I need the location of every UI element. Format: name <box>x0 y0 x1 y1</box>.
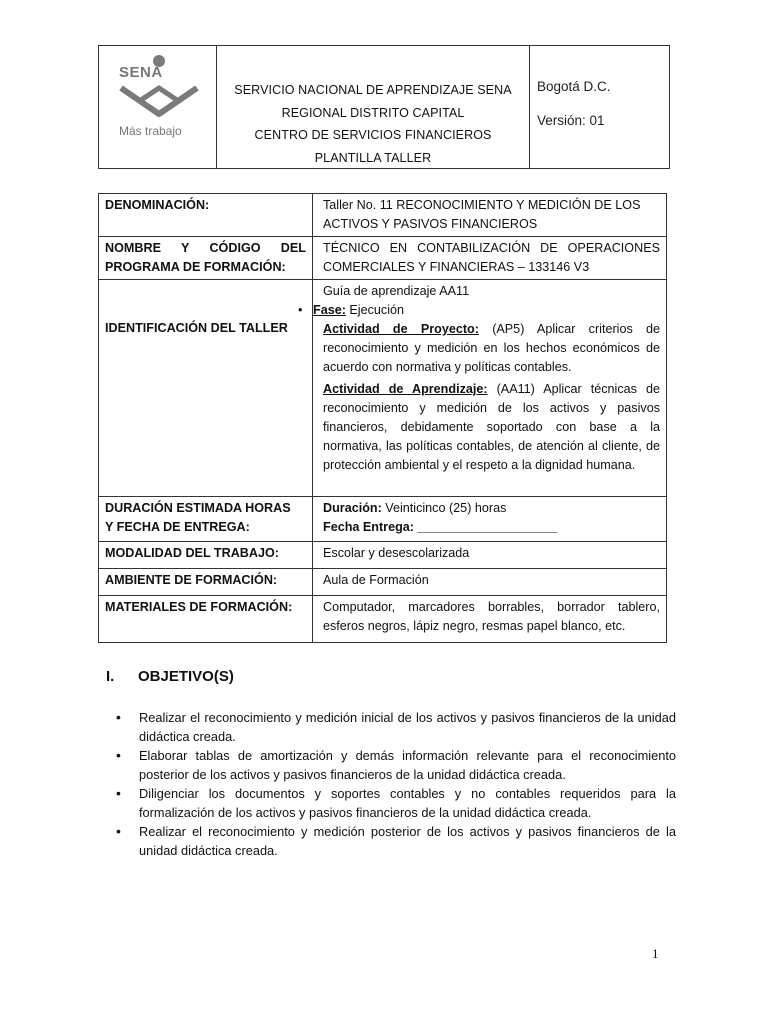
value-materiales: Computador, marcadores borrables, borrador tablero, esferos negros, lápiz negro, resmas papel blanco, etc. <box>323 600 660 633</box>
document-header <box>98 45 670 169</box>
header-version: Versión: 01 <box>537 113 605 128</box>
fecha-label: Fecha Entrega: <box>323 520 414 534</box>
fecha-line <box>323 518 660 537</box>
value-duracion <box>313 497 667 542</box>
label-denominacion: DENOMINACIÓN: <box>99 194 313 237</box>
value-ambiente: Aula de Formación <box>313 569 667 596</box>
fecha-value: ____________________ <box>413 520 558 534</box>
duracion-line <box>323 499 660 518</box>
duracion-value: Veinticinco (25) horas <box>381 501 507 515</box>
row-denominacion <box>99 194 667 237</box>
actividad-proyecto-label: Actividad de Proyecto: <box>323 322 479 336</box>
row-materiales <box>99 596 667 643</box>
fase-label: Fase: <box>313 303 346 317</box>
row-ambiente <box>99 569 667 596</box>
label-duracion-line1: DURACIÓN ESTIMADA HORAS <box>105 501 291 515</box>
logo-brand-text: SENA <box>119 64 163 81</box>
label-duracion <box>99 497 313 542</box>
header-line-institution: SERVICIO NACIONAL DE APRENDIZAJE SENA <box>234 83 512 97</box>
header-title-block <box>217 46 530 168</box>
fase-value: Ejecución <box>345 303 405 317</box>
label-duracion-line2: Y FECHA DE ENTREGA: <box>105 520 250 534</box>
label-programa-line2: PROGRAMA DE FORMACIÓN: <box>105 260 286 274</box>
logo-tagline: Más trabajo <box>119 124 182 138</box>
row-modalidad <box>99 542 667 569</box>
label-materiales: MATERIALES DE FORMACIÓN: <box>99 596 313 643</box>
label-identificacion <box>99 280 313 497</box>
guia-text: Guía de aprendizaje AA11 <box>323 284 470 298</box>
page-number: 1 <box>652 946 659 961</box>
actividad-proyecto-value: (AP5) Aplicar criterios de reconocimiento y medición en los hechos económicos de acuerdo con normativa y políticas contables. <box>323 322 660 374</box>
actividad-aprendizaje-value: (AA11) Aplicar técnicas de reconocimiento y medición de los activos y pasivos financieros, debidamente soportado con base a la normativa, las políticas contables, de atención al cliente, de protección ambiental y el respeto a la dignidad humana. <box>323 382 660 472</box>
section-heading <box>106 668 234 685</box>
objectives-list <box>114 708 676 860</box>
value-programa: TÉCNICO EN CONTABILIZACIÓN DE OPERACIONES COMERCIALES Y FINANCIERAS – 133146 V3 <box>313 237 667 280</box>
sena-logo <box>99 46 217 168</box>
row-identificacion <box>99 280 667 497</box>
actividad-proyecto <box>323 320 660 377</box>
label-identificacion-text: IDENTIFICACIÓN DEL TALLER <box>105 321 288 335</box>
value-modalidad: Escolar y desescolarizada <box>313 542 667 569</box>
fase-line <box>298 301 660 320</box>
header-meta <box>530 46 669 168</box>
section-title: OBJETIVO(S) <box>138 668 234 685</box>
value-denominacion: Taller No. 11 RECONOCIMIENTO Y MEDICIÓN DE LOS ACTIVOS Y PASIVOS FINANCIEROS <box>313 194 667 237</box>
header-line-plantilla: PLANTILLA TALLER <box>314 150 432 165</box>
value-identificacion <box>298 280 667 497</box>
row-programa <box>99 237 667 280</box>
actividad-aprendizaje <box>323 380 660 475</box>
value-materiales-cell <box>313 596 667 643</box>
objective-item: • Elaborar tablas de amortización y demás información relevante para el reconocimiento posterior de los activos y pasivos financieros de la unidad didáctica creada. <box>114 746 676 784</box>
section-number: I. <box>106 668 115 685</box>
taller-info-table <box>98 193 667 643</box>
label-programa-line1: NOMBRE Y CÓDIGO DEL <box>105 241 306 255</box>
row-duracion <box>99 497 667 542</box>
actividad-aprendizaje-label: Actividad de Aprendizaje: <box>323 382 488 396</box>
duracion-label: Duración: <box>323 501 382 515</box>
fase-bullet: • <box>298 303 303 317</box>
header-line-regional: REGIONAL DISTRITO CAPITAL <box>281 105 465 120</box>
header-location: Bogotá D.C. <box>537 79 611 94</box>
label-modalidad: MODALIDAD DEL TRABAJO: <box>99 542 313 569</box>
objective-item: • Realizar el reconocimiento y medición posterior de los activos y pasivos financieros de la unidad didáctica creada. <box>114 822 676 860</box>
label-programa <box>99 237 313 280</box>
header-line-centro: CENTRO DE SERVICIOS FINANCIEROS <box>254 128 492 142</box>
objective-item: • Realizar el reconocimiento y medición inicial de los activos y pasivos financieros de la unidad didáctica creada. <box>114 708 676 746</box>
label-ambiente: AMBIENTE DE FORMACIÓN: <box>99 569 313 596</box>
objective-item: • Diligenciar los documentos y soportes contables y no contables requeridos para la formalización de los activos y pasivos financieros de la unidad didáctica creada. <box>114 784 676 822</box>
